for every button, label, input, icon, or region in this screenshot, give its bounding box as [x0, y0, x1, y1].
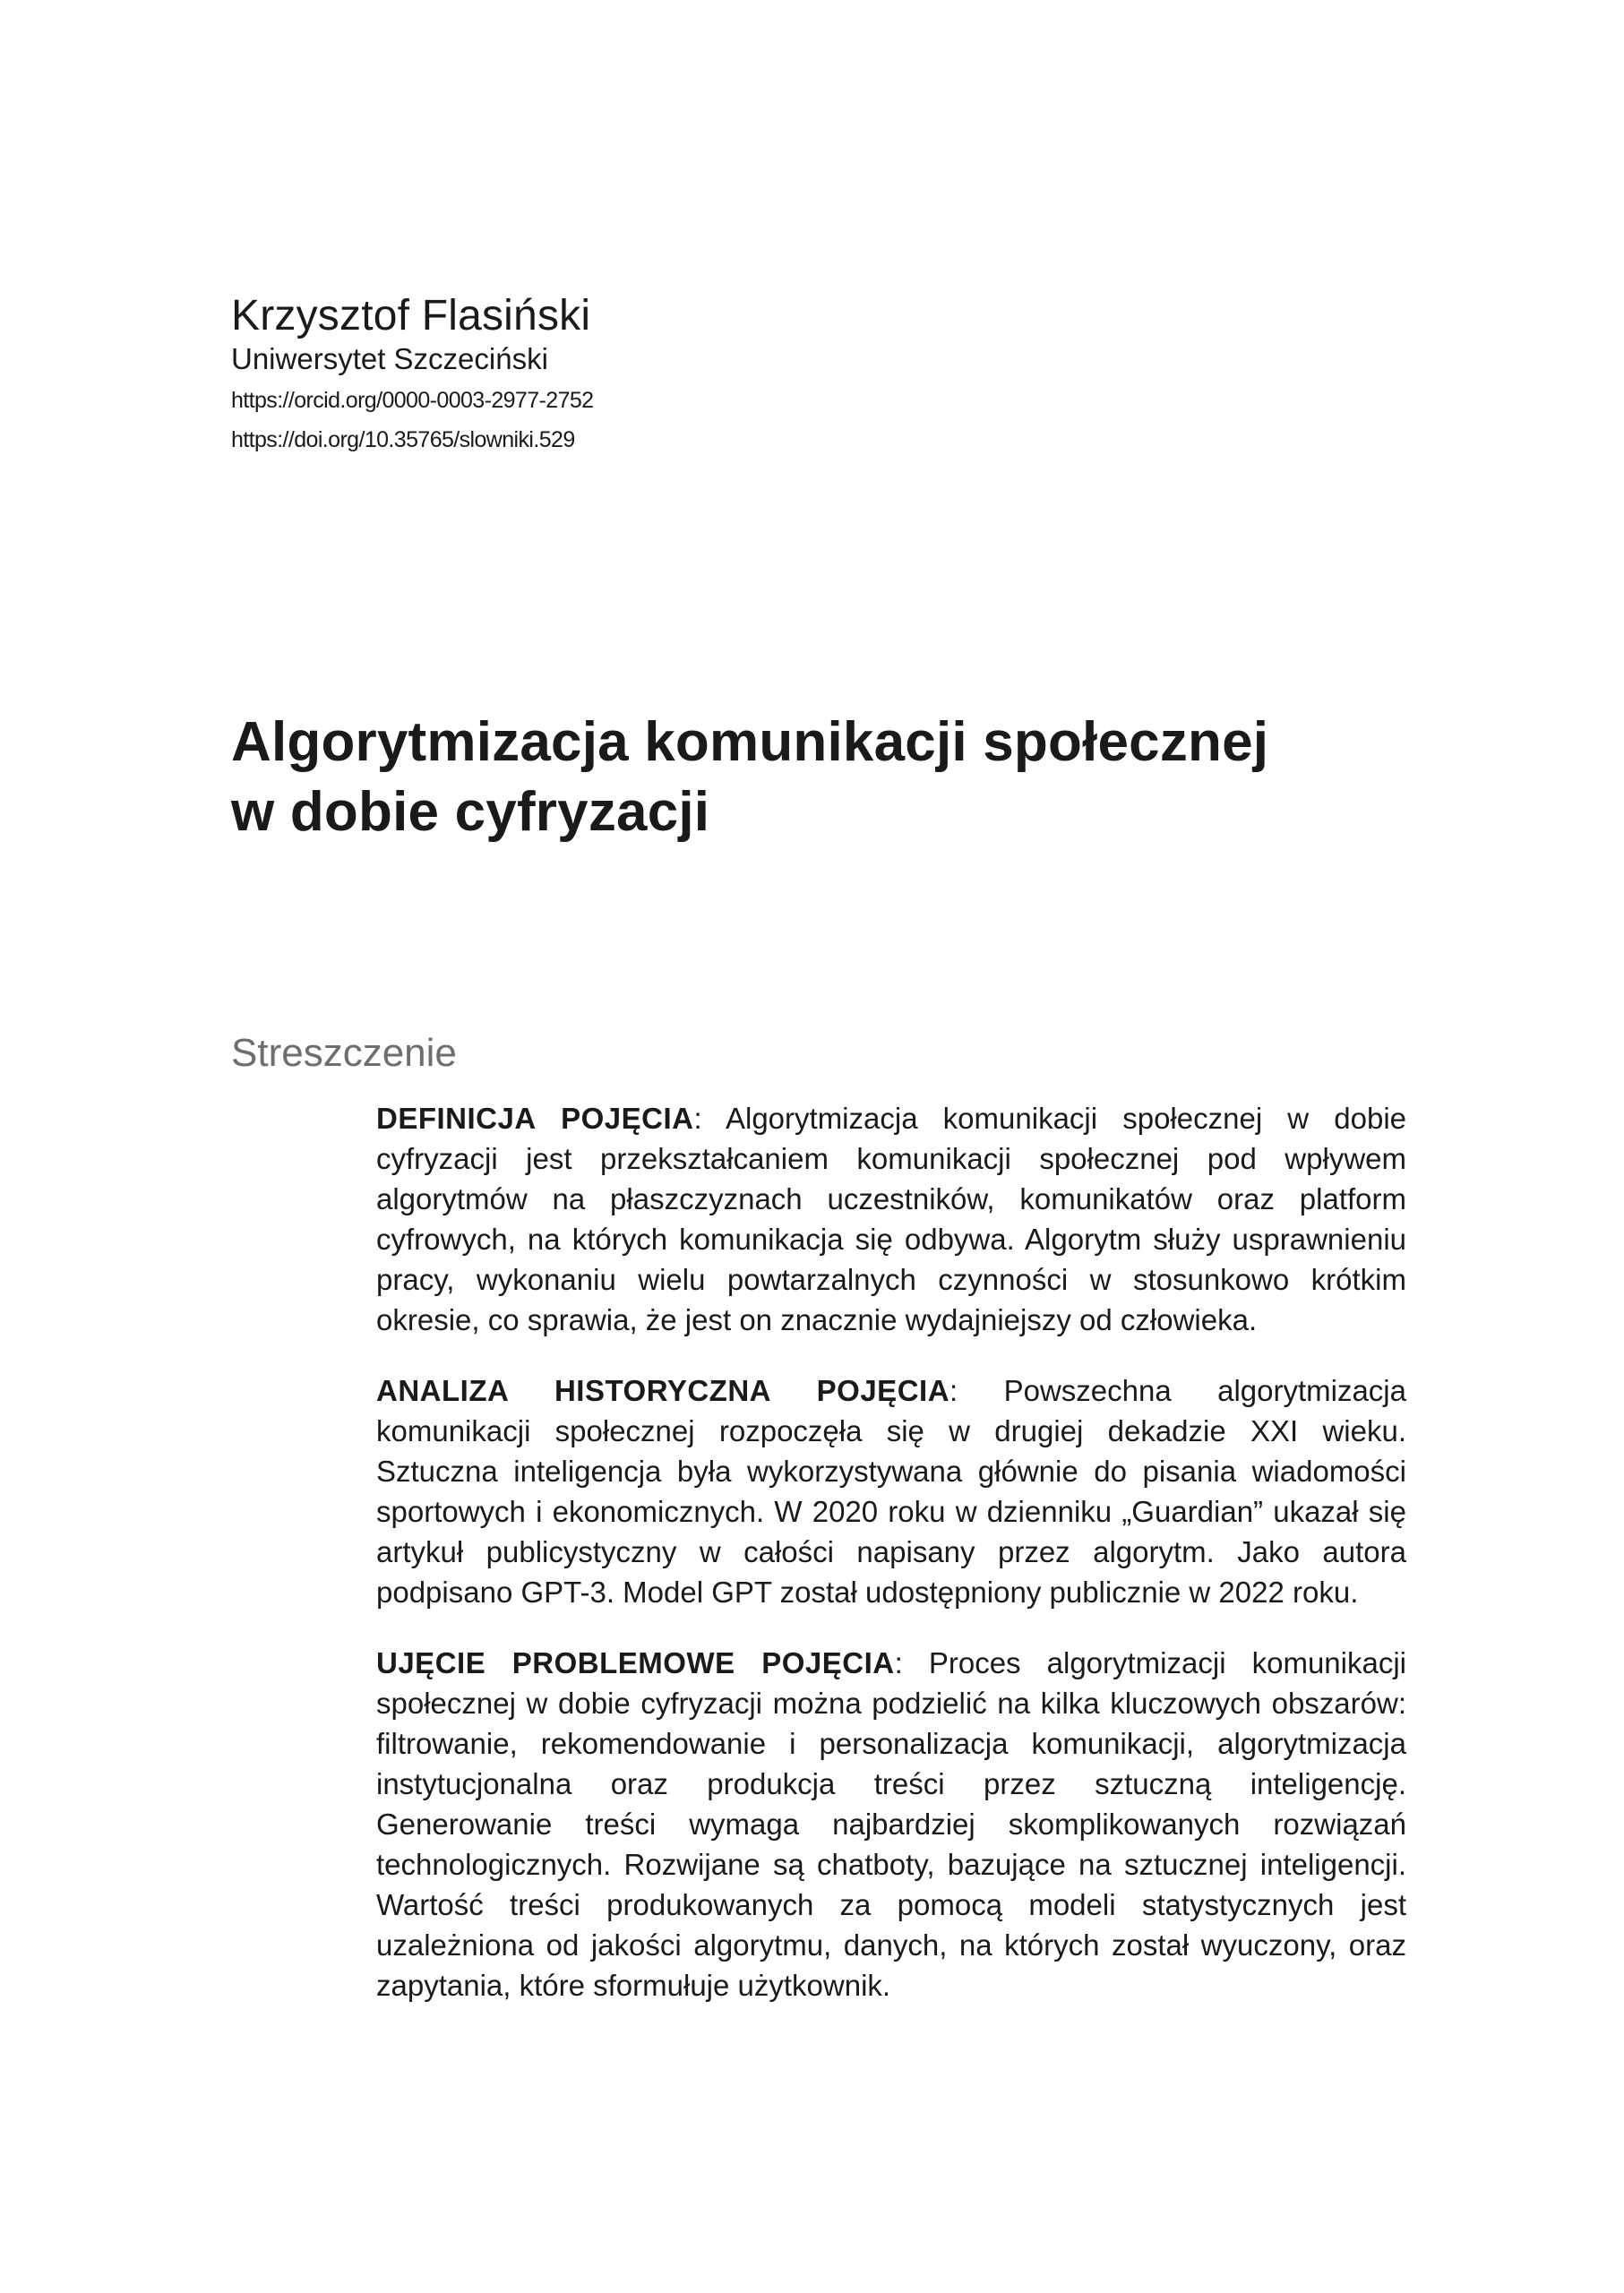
history-text: Powszechna algorytmizacja komunikacji społecznej rozpoczęła się w drugiej dekadzie XXI wieku. Sztuczna inteligencja była wykorzystywana głównie do pisania wiadomości sportowych i ekonomicznych. W 2020 roku w dzienniku „Guardian” ukazał się artykuł publicystyczny w całości napisany przez algorytm. Jako autora podpisano GPT-3. Model GPT został udostępniony publicznie w 2022 roku.: [376, 1374, 1406, 1609]
abstract-paragraph-history: ANALIZA HISTORYCZNA POJĘCIA: Powszechna algorytmizacja komunikacji społecznej rozpoczęła się w drugiej dekadzie XXI wieku. Sztuczna inteligencja była wykorzystywana głównie do pisania wiadomości sportowych i ekonomicznych. W 2020 roku w dzienniku „Guardian” ukazał się artykuł publicystyczny w całości napisany przez algorytm. Jako autora podpisano GPT-3. Model GPT został udostępniony publicznie w 2022 roku.: [376, 1374, 1406, 1609]
definition-text: Algorytmizacja komunikacji społecznej w dobie cyfryzacji jest przekształcaniem komunikacji społecznej pod wpływem algorytmów na płaszczyznach uczestników, komunikatów oraz platform cyfrowych, na których komunikacja się odbywa. Algorytm służy usprawnieniu pracy, wykonaniu wielu powtarzalnych czynności w stosunkowo krótkim okresie, co sprawia, że jest on znacznie wydajniejszy od człowieka.: [376, 1102, 1406, 1336]
orcid-link[interactable]: https://orcid.org/0000-0003-2977-2752: [231, 388, 594, 413]
article-title: [231, 708, 1413, 847]
doi-link[interactable]: https://doi.org/10.35765/slowniki.529: [231, 427, 575, 452]
abstract-paragraph-definition: DEFINICJA POJĘCIA: Algorytmizacja komunikacji społecznej w dobie cyfryzacji jest przekształcaniem komunikacji społecznej pod wpływem algorytmów na płaszczyznach uczestników, komunikatów oraz platform cyfrowych, na których komunikacja się odbywa. Algorytm służy usprawnieniu pracy, wykonaniu wielu powtarzalnych czynności w stosunkowo krótkim okresie, co sprawia, że jest on znacznie wydajniejszy od człowieka.: [376, 1102, 1406, 1336]
problem-text: Proces algorytmizacji komunikacji społecznej w dobie cyfryzacji można podzielić na kilka kluczowych obszarów: filtrowanie, rekomendowanie i personalizacja komunikacji, algorytmizacja instytucjonalna oraz produkcja treści przez sztuczną inteligencję. Generowanie treści wymaga najbardziej skomplikowanych rozwiązań technologicznych. Rozwijane są chatboty, bazujące na sztucznej inteligencji. Wartość treści produkowanych za pomocą modeli statystycznych jest uzależniona od jakości algorytmu, danych, na których został wyuczony, oraz zapytania, które sformułuje użytkownik.: [376, 1646, 1406, 2002]
abstract-heading: Streszczenie: [231, 1031, 457, 1075]
author-name: Krzysztof Flasiński: [231, 292, 591, 339]
definition-label: DEFINICJA POJĘCIA: [376, 1102, 694, 1135]
article-title-line-2: w dobie cyfryzacji: [231, 781, 710, 843]
history-label: ANALIZA HISTORYCZNA POJĘCIA: [376, 1374, 950, 1407]
author-block: [231, 291, 594, 459]
article-title-line-1: Algorytmizacja komunikacji społecznej: [231, 711, 1269, 773]
abstract-paragraph-problem: UJĘCIE PROBLEMOWE POJĘCIA: Proces algorytmizacji komunikacji społecznej w dobie cyfryzacji można podzielić na kilka kluczowych obszarów: filtrowanie, rekomendowanie i personalizacja komunikacji, algorytmizacja instytucjonalna oraz produkcja treści przez sztuczną inteligencję. Generowanie treści wymaga najbardziej skomplikowanych rozwiązań technologicznych. Rozwijane są chatboty, bazujące na sztucznej inteligencji. Wartość treści produkowanych za pomocą modeli statystycznych jest uzależniona od jakości algorytmu, danych, na których został wyuczony, oraz zapytania, które sformułuje użytkownik.: [376, 1646, 1406, 2002]
problem-label: UJĘCIE PROBLEMOWE POJĘCIA: [376, 1646, 895, 1679]
author-affiliation: Uniwersytet Szczeciński: [231, 342, 548, 375]
abstract-body: [376, 1098, 1406, 2036]
